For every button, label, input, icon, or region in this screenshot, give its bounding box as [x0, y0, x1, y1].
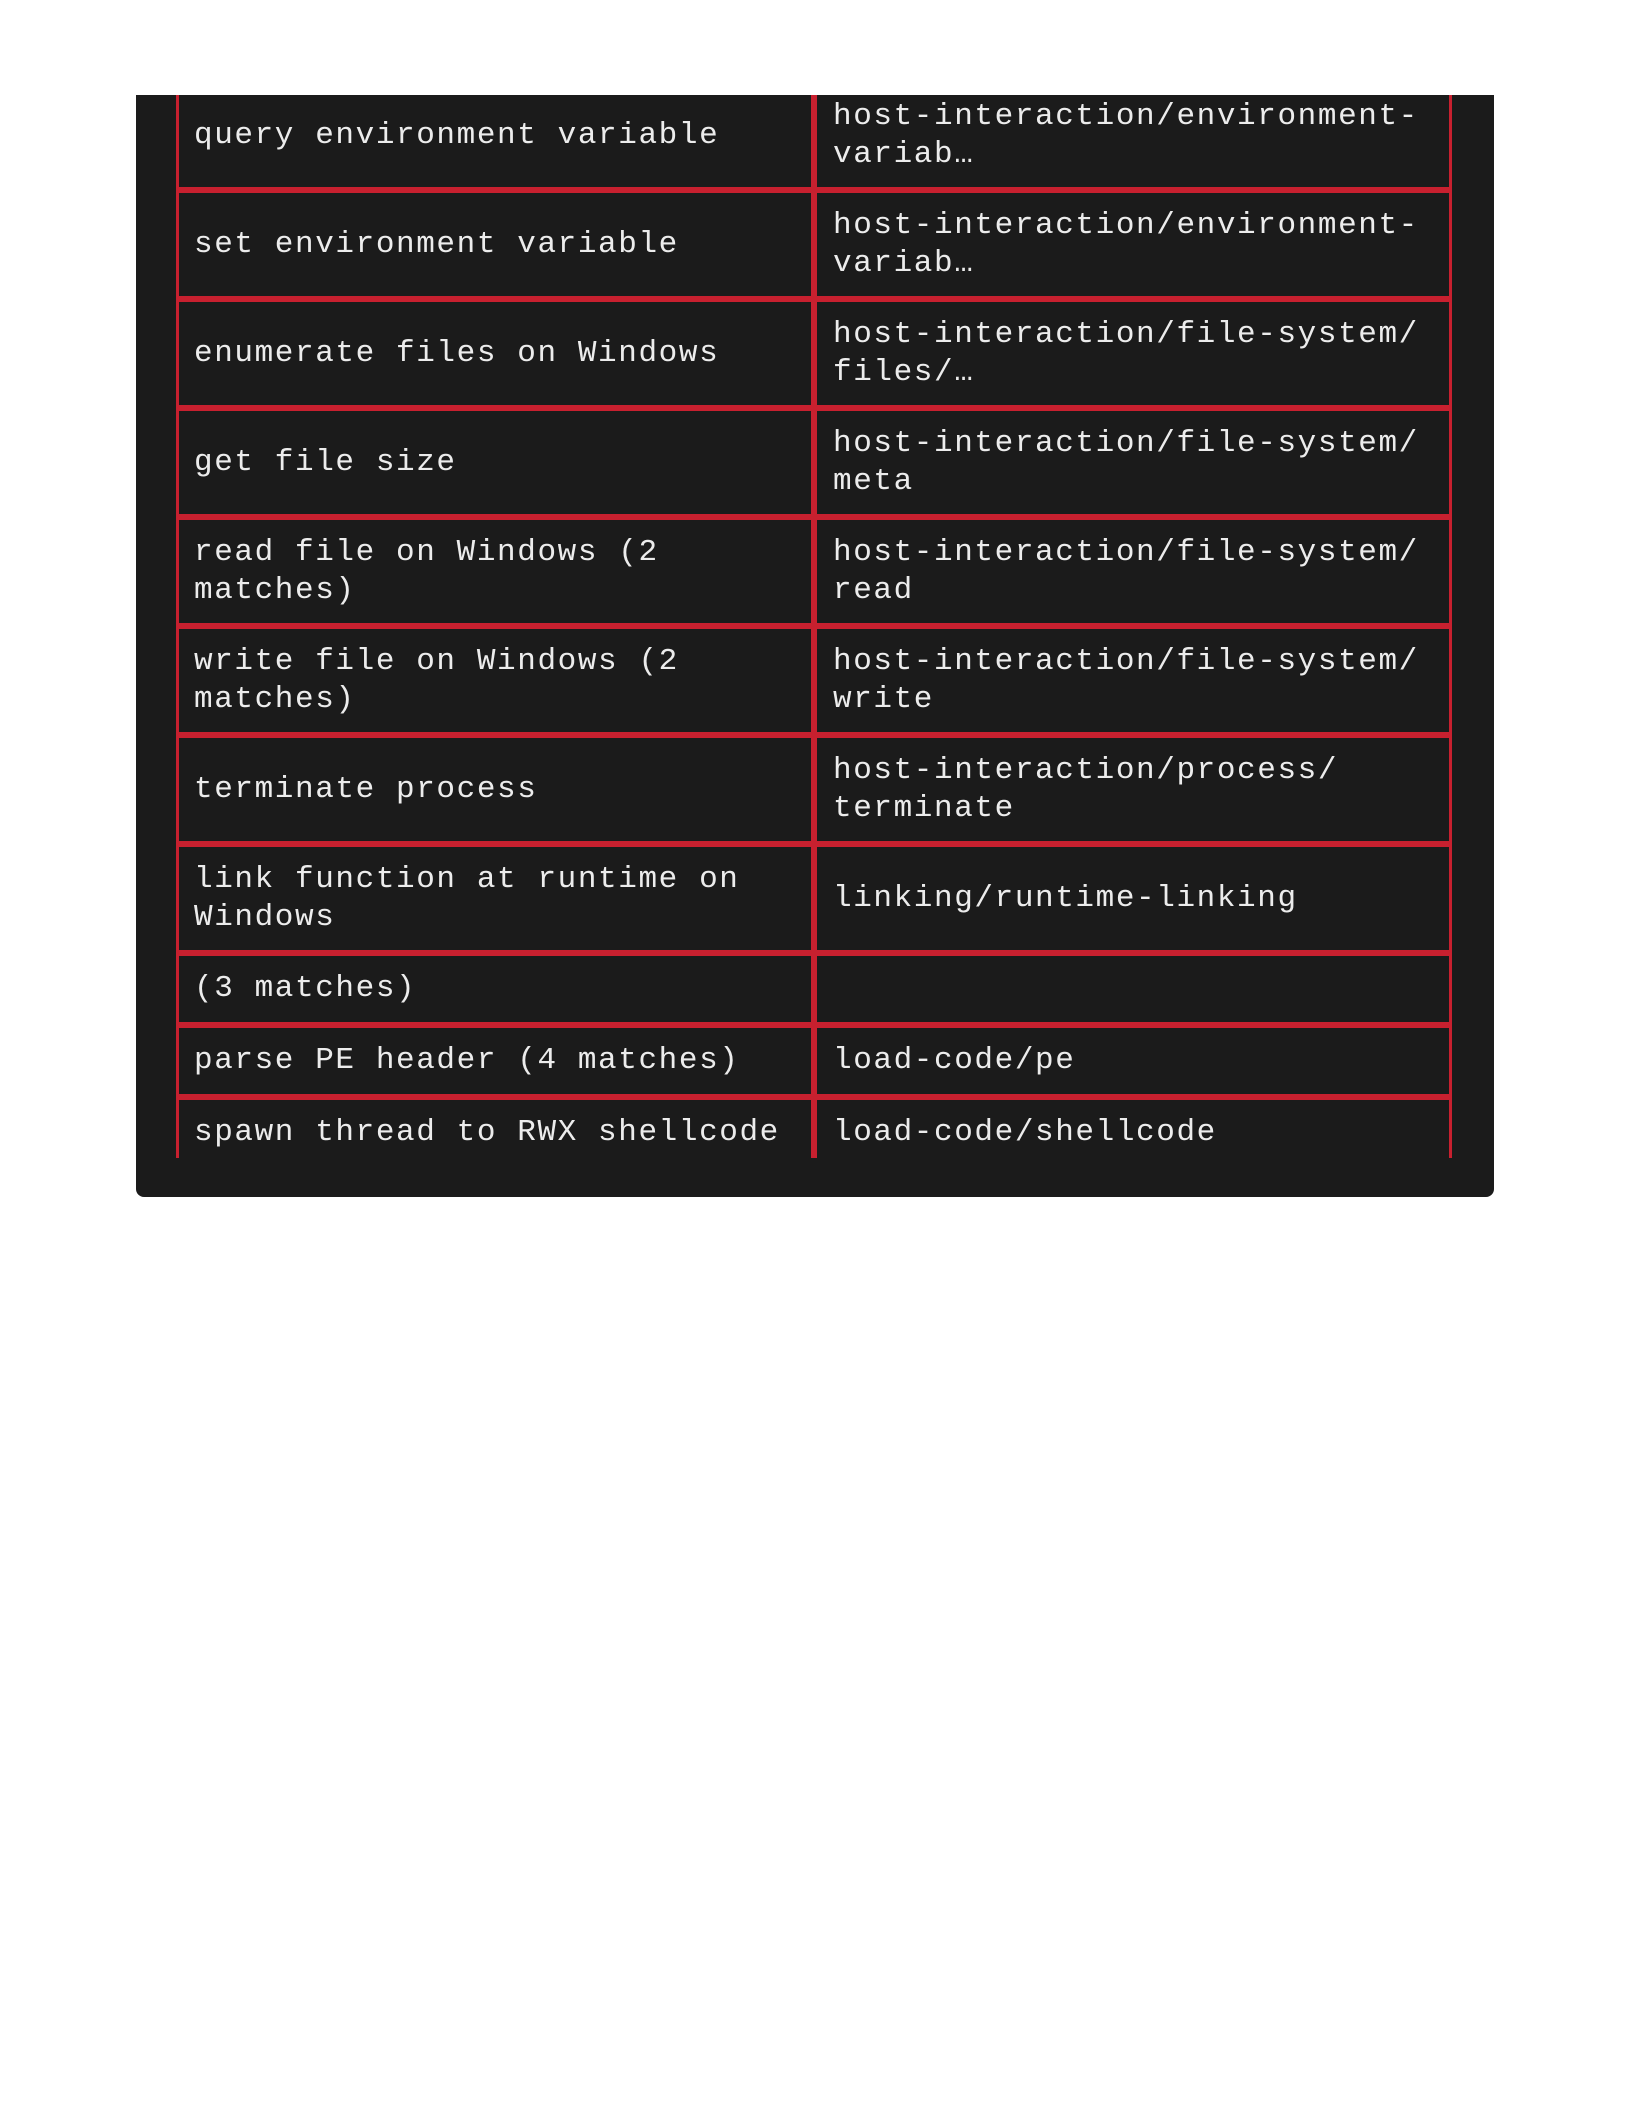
capability-cell: query environment variable	[176, 95, 814, 190]
code-block-panel	[136, 95, 1494, 1197]
capability-cell: read file on Windows (2 matches)	[176, 517, 814, 626]
capability-cell: link function at runtime on Windows	[176, 844, 814, 953]
namespace-cell: host-interaction/file-system/ write	[814, 626, 1452, 735]
namespace-cell: host-interaction/file-system/ read	[814, 517, 1452, 626]
namespace-cell: load-code/pe	[814, 1025, 1452, 1097]
table-row	[176, 190, 1452, 299]
namespace-cell: host-interaction/file-system/ meta	[814, 408, 1452, 517]
table-row	[176, 1025, 1452, 1097]
capabilities-table	[176, 95, 1452, 1158]
capability-cell: (3 matches)	[176, 953, 814, 1025]
table-row	[176, 408, 1452, 517]
capability-cell: write file on Windows (2 matches)	[176, 626, 814, 735]
capability-cell: terminate process	[176, 735, 814, 844]
table-row	[176, 844, 1452, 953]
capability-cell: enumerate files on Windows	[176, 299, 814, 408]
table-row	[176, 95, 1452, 190]
table-row	[176, 735, 1452, 844]
namespace-cell: host-interaction/environment- variab…	[814, 95, 1452, 190]
capability-cell: spawn thread to RWX shellcode	[176, 1097, 814, 1158]
table-viewport	[176, 95, 1452, 1158]
capability-cell: set environment variable	[176, 190, 814, 299]
namespace-cell: host-interaction/file-system/ files/…	[814, 299, 1452, 408]
table-row	[176, 953, 1452, 1025]
table-row	[176, 517, 1452, 626]
namespace-cell: linking/runtime-linking	[814, 844, 1452, 953]
namespace-cell: host-interaction/process/ terminate	[814, 735, 1452, 844]
table-row	[176, 299, 1452, 408]
capability-cell: parse PE header (4 matches)	[176, 1025, 814, 1097]
capability-cell: get file size	[176, 408, 814, 517]
namespace-cell: host-interaction/environment- variab…	[814, 190, 1452, 299]
table-row	[176, 626, 1452, 735]
table-row	[176, 1097, 1452, 1158]
namespace-cell	[814, 953, 1452, 1025]
namespace-cell: load-code/shellcode	[814, 1097, 1452, 1158]
